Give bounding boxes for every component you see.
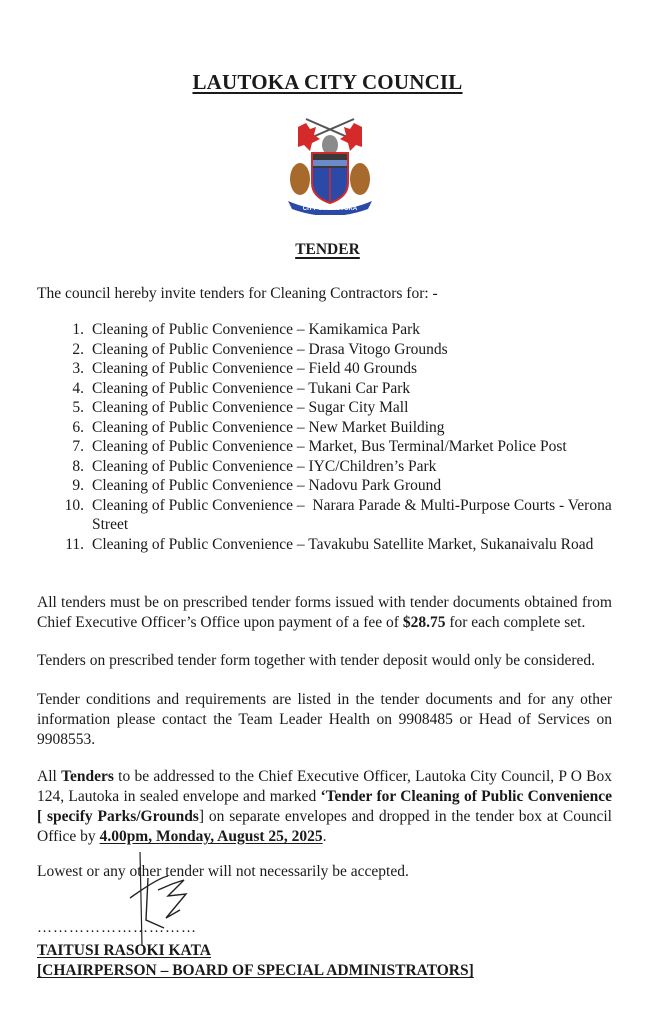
list-item (38, 359, 628, 379)
submission-deadline: 4.00pm, Monday, August 25, 2025 (99, 828, 323, 845)
item-text: Cleaning of Public Convenience – Narara Parade & Multi-Purpose Courts - Verona Street (92, 496, 616, 533)
fee-paragraph (37, 593, 612, 633)
submission-tenders-bold: Tenders (61, 768, 114, 785)
item-text: Cleaning of Public Convenience – Tavakubu Satellite Market, Sukanaivalu Road (92, 535, 594, 553)
organization-title-text: LAUTOKA CITY COUNCIL (192, 70, 463, 94)
organization-title (0, 70, 655, 95)
tender-heading (0, 241, 655, 259)
submission-text: ] on separate envelopes and dropped in the tender box at Council Office by (37, 808, 612, 845)
item-text: Cleaning of Public Convenience – Tukani Car Park (92, 379, 411, 397)
tender-item-list (38, 320, 628, 554)
contact-paragraph: Tender conditions and requirements are listed in the tender documents and for any other information please contact the Team Leader Health on 9908485 or Head of Services on 9908553. (37, 691, 612, 748)
signatory-block (37, 941, 474, 981)
item-text: Cleaning of Public Convenience – Field 40 Grounds (92, 360, 418, 377)
item-number: 9. (72, 477, 84, 494)
list-item (38, 496, 628, 535)
submission-text: to be addressed to the Chief Executive Officer, Lautoka City Council, P O Box 124, Lautoka in sealed envelope and marked (37, 768, 613, 805)
fee-amount: $28.75 (402, 614, 446, 631)
tender-heading-text: TENDER (295, 241, 360, 258)
list-item (38, 437, 628, 457)
list-item (38, 535, 628, 555)
item-text: Cleaning of Public Convenience – Nadovu Park Ground (92, 477, 442, 494)
item-number: 8. (72, 457, 84, 475)
list-item (38, 457, 628, 477)
acceptance-paragraph: Lowest or any other tender will not necessarily be accepted. (37, 863, 409, 880)
crest-motto: CITY OF LAUTOKA (302, 206, 358, 212)
item-number: 7. (72, 438, 84, 455)
item-number: 10. (64, 496, 84, 514)
item-number: 3. (72, 360, 84, 377)
list-item (38, 418, 628, 438)
deposit-paragraph: Tenders on prescribed tender form together with tender deposit would only be considered. (37, 652, 596, 669)
item-text: Cleaning of Public Convenience – IYC/Children’s Park (92, 457, 437, 475)
signatory-title: [CHAIRPERSON – BOARD OF SPECIAL ADMINISTRATORS] (37, 962, 474, 979)
signatory-name: TAITUSI RASOKI KATA (37, 942, 211, 959)
signature-line: ………………………… (37, 920, 197, 936)
fee-text-end: for each complete set. (445, 614, 586, 631)
city-crest-logo (284, 113, 376, 215)
item-number: 5. (72, 399, 84, 416)
submission-text: . (322, 828, 327, 845)
submission-text: All (37, 768, 62, 785)
item-number: 11. (65, 535, 84, 553)
item-number: 4. (72, 379, 84, 397)
envelope-marking: ‘Tender for Cleaning of Public Convenience [ specify Parks/Grounds (37, 788, 613, 825)
list-item (38, 379, 628, 399)
list-item (38, 320, 628, 340)
item-text: Cleaning of Public Convenience – Drasa Vitogo Grounds (92, 340, 448, 358)
submission-paragraph (37, 767, 612, 847)
fee-text: All tenders must be on prescribed tender forms issued with tender documents obtained from Chief Executive Officer’s Office upon payment of a fee of (37, 594, 612, 631)
item-number: 2. (72, 340, 84, 358)
list-item (38, 398, 628, 418)
item-number: 6. (72, 418, 84, 436)
list-item (38, 476, 628, 496)
item-text: Cleaning of Public Convenience – Market, Bus Terminal/Market Police Post (92, 438, 567, 455)
item-text: Cleaning of Public Convenience – Kamikamica Park (92, 321, 420, 338)
intro-text: The council hereby invite tenders for Cleaning Contractors for: - (37, 285, 438, 302)
item-text: Cleaning of Public Convenience – New Market Building (92, 418, 445, 436)
list-item (38, 340, 628, 360)
item-number: 1. (72, 321, 84, 338)
item-text: Cleaning of Public Convenience – Sugar City Mall (92, 399, 409, 416)
